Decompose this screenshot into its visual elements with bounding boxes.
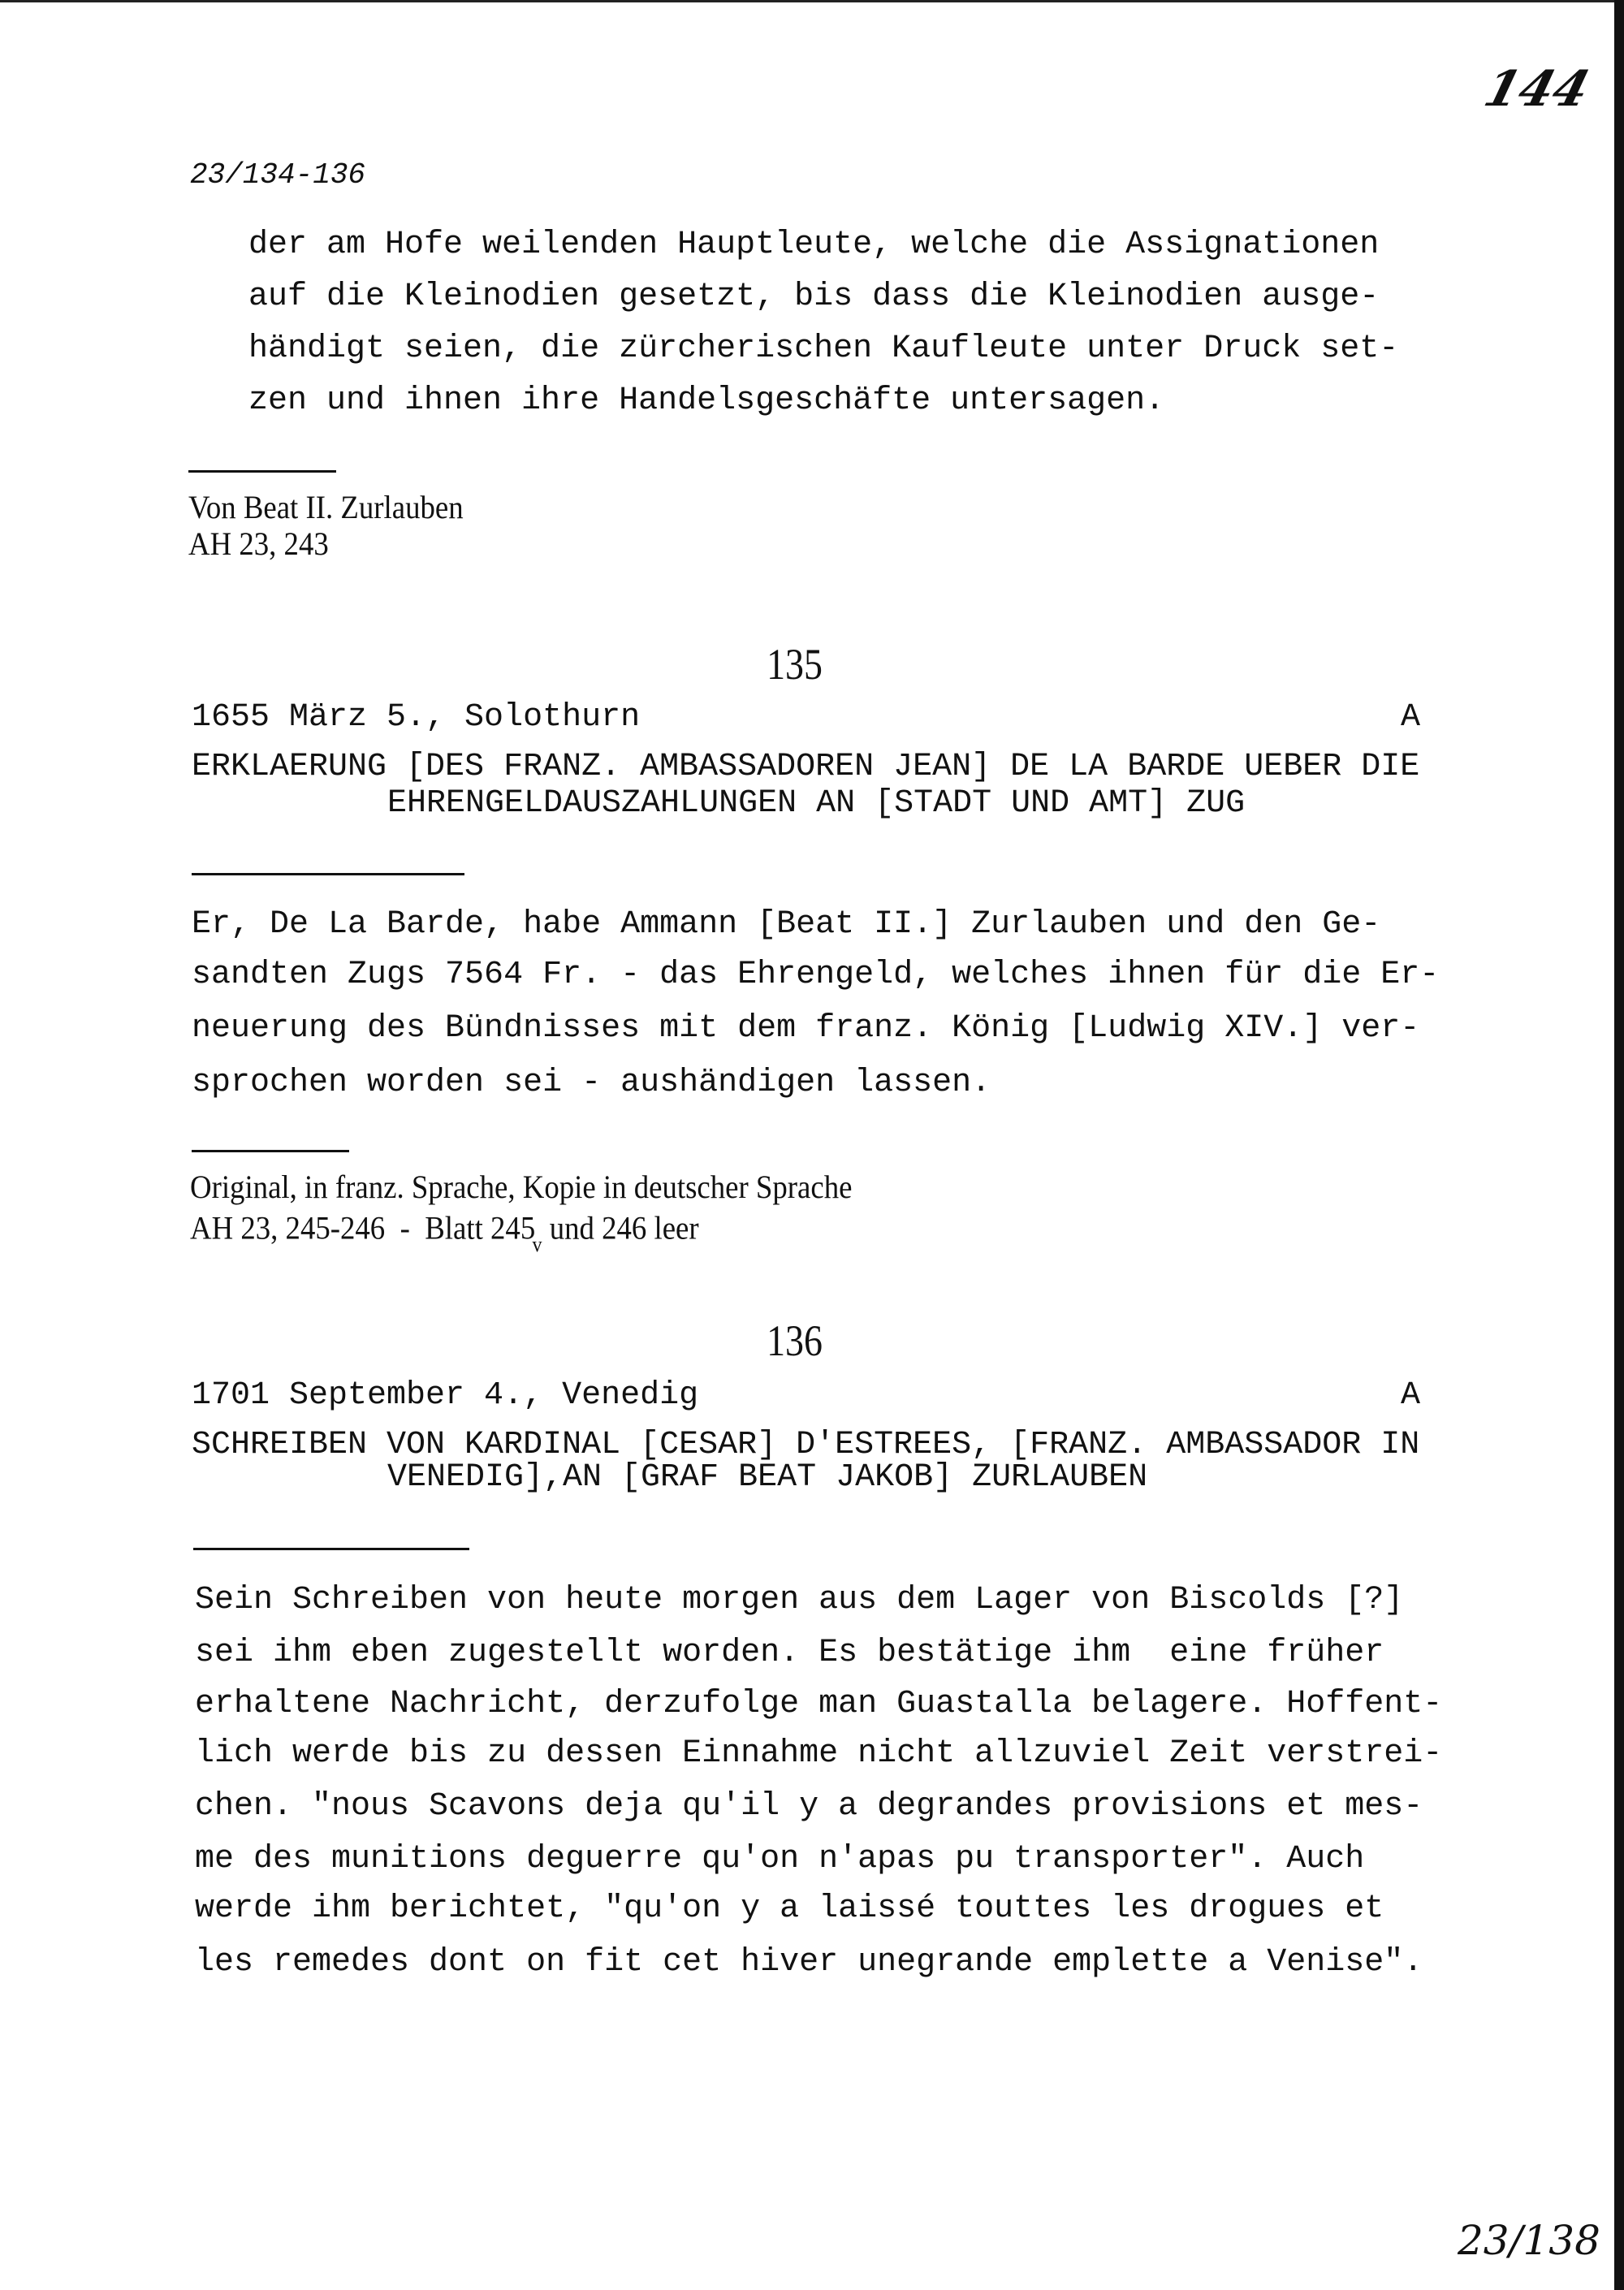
entry-title: EHRENGELDAUSZAHLUNGEN AN [STADT UND AMT] ZUG <box>387 785 1246 822</box>
body-line: werde ihm berichtet, "qu'on y a laissé touttes les drogues et <box>195 1890 1384 1927</box>
body-line: sei ihm eben zugestellt worden. Es bestätige ihm eine früher <box>195 1635 1384 1671</box>
entry-number: 135 <box>767 640 823 689</box>
body-line: neuerung des Bündnisses mit dem franz. König [Ludwig XIV.] ver- <box>192 1010 1420 1047</box>
divider <box>188 470 336 473</box>
verso-mark: v <box>532 1233 542 1256</box>
body-line: sprochen worden sei - aushändigen lassen. <box>192 1065 991 1101</box>
scan-border-top <box>0 0 1624 2</box>
source-line <box>190 1202 699 1256</box>
handwritten-page-number: 144 <box>1478 61 1596 118</box>
entry-marker: A <box>1401 699 1421 736</box>
reference-number: 23/134-136 <box>190 158 366 192</box>
scan-border-right <box>1614 0 1624 2290</box>
body-line: erhaltene Nachricht, derzufolge man Guastalla belagere. Hoffent- <box>195 1686 1443 1722</box>
entry-date-place: 1655 März 5., Solothurn <box>192 699 641 736</box>
handwritten-footer-number: 23/138 <box>1458 2217 1600 2264</box>
body-line: zen und ihnen ihre Handelsgeschäfte untersagen. <box>248 382 1165 419</box>
body-line: auf die Kleinodien gesetzt, bis dass die Kleinodien ausge- <box>248 279 1380 315</box>
divider <box>193 1548 469 1550</box>
source-line: Von Beat II. Zurlauben <box>188 489 464 525</box>
entry-number: 136 <box>767 1316 823 1365</box>
entry-marker: A <box>1401 1377 1421 1414</box>
divider <box>192 1150 349 1152</box>
body-line: Er, De La Barde, habe Ammann [Beat II.] Zurlauben und den Ge- <box>192 906 1381 943</box>
source-text: und 246 leer <box>542 1209 699 1247</box>
entry-title: SCHREIBEN VON KARDINAL [CESAR] D'ESTREES, [FRANZ. AMBASSADOR IN <box>192 1427 1420 1463</box>
body-line: der am Hofe weilenden Hauptleute, welche die Assignationen <box>248 227 1380 263</box>
body-line: lich werde bis zu dessen Einnahme nicht allzuviel Zeit verstrei- <box>195 1735 1443 1772</box>
body-line: chen. "nous Scavons deja qu'il y a degrandes provisions et mes- <box>195 1788 1423 1825</box>
body-line: Sein Schreiben von heute morgen aus dem Lager von Biscolds [?] <box>195 1582 1404 1618</box>
source-line: Original, in franz. Sprache, Kopie in deutscher Sprache <box>190 1169 853 1205</box>
body-line: les remedes dont on fit cet hiver unegrande emplette a Venise". <box>195 1944 1423 1981</box>
entry-title: ERKLAERUNG [DES FRANZ. AMBASSADOREN JEAN] DE LA BARDE UEBER DIE <box>192 749 1420 785</box>
source-text: AH 23, 245-246 - Blatt 245 <box>190 1209 536 1247</box>
body-line: sandten Zugs 7564 Fr. - das Ehrengeld, welches ihnen für die Er- <box>192 957 1440 993</box>
entry-title: VENEDIG],AN [GRAF BEAT JAKOB] ZURLAUBEN <box>387 1459 1148 1496</box>
body-line: me des munitions deguerre qu'on n'apas pu transporter". Auch <box>195 1841 1365 1877</box>
source-line: AH 23, 243 <box>188 525 329 562</box>
divider <box>192 873 464 875</box>
body-line: händigt seien, die zürcherischen Kaufleute unter Druck set- <box>248 331 1399 367</box>
entry-date-place: 1701 September 4., Venedig <box>192 1377 699 1414</box>
